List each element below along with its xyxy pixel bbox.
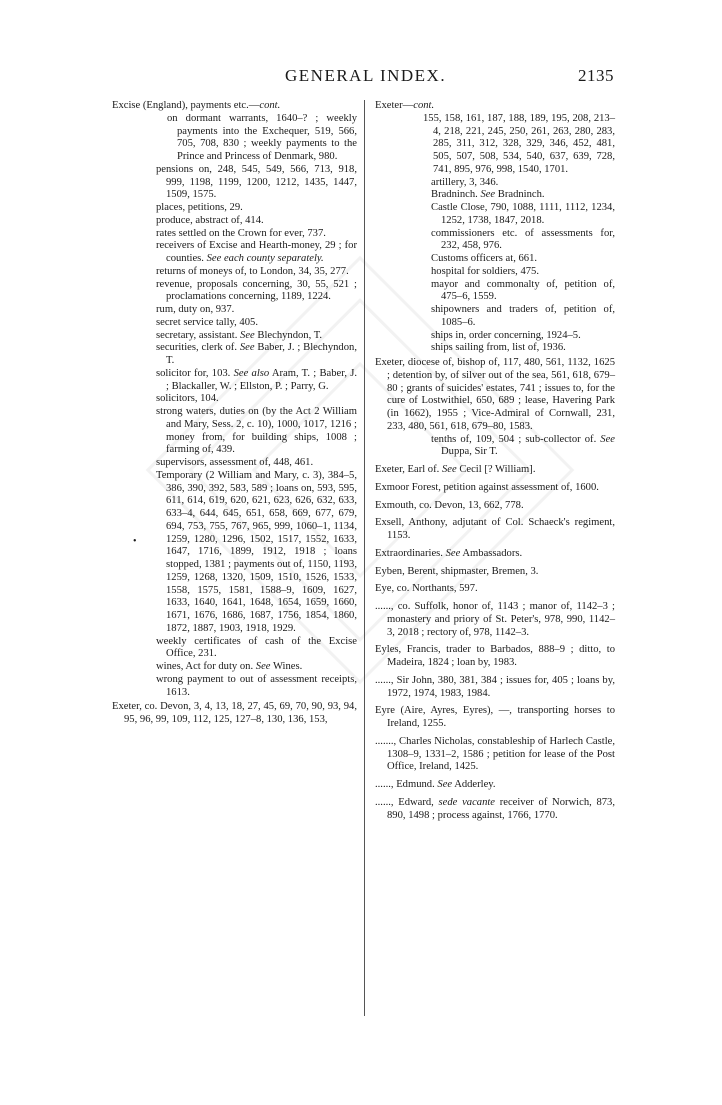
cross-reference: Blechyndon, T. — [257, 329, 323, 341]
subentry: commissioners etc. of assessments for, 232, 458, 976. — [431, 227, 615, 252]
index-entry-extraordinaries: Extraordinaries. See Ambassadors. — [375, 547, 523, 559]
cross-reference: Duppa, Sir T. — [441, 446, 498, 458]
index-entry-exeter-diocese: Exeter, diocese of, bishop of, 117, 480, 561, 1132, 1625 ; detention by, of silver out of the sea, 561, 618, 679–80 ; grants of suicides' estates, 741 ; issues to, for the cure of Lostwithiel, 650, 689 ; lease, Havering Park (in 1662), 1955 ; Vice-Admiral of Cornwall, 231, 233, 480, 561, 618, 679–80, 1583. — [375, 357, 615, 432]
subentry: Customs officers at, 661. — [431, 253, 538, 264]
index-entry-eyles-francis: Eyles, Francis, trader to Barbados, 888–9 ; ditto, to Madeira, 1824 ; loan by, 1983. — [375, 644, 615, 668]
index-entry-eyre-charles: ......., Charles Nicholas, constableship of Harlech Castle, 1308–9, 1331–2, 1586 ; petition for lease of the Post Office, Ireland, 1425. — [375, 735, 615, 773]
subentry: Temporary (2 William and Mary, c. 3), 384–5, 386, 390, 392, 583, 589 ; loans on, 593, 595, 611, 614, 619, 620, 621, 623, 626, 632, 633, 633–4, 644, 645, 651, 658, 669, 677, 679, 694, 753, 755, 767, 965, 999, 1060–1, 1134, 1259, 1280, 1296, 1502, 1517, 1552, 1633, 1647, 1716, 1899, 1912, 1918 ; loans stopped, 1381 ; payments out of, 1150, 1193, 1259, 1268, 1320, 1509, 1510, 1526, 1533, 1558, 1575, 1581, 1588–9, 1609, 1627, 1633, 1640, 1641, 1648, 1654, 1659, 1660, 1671, 1676, 1686, 1687, 1756, 1854, 1860, 1872, 1887, 1903, 1918, 1929. — [156, 469, 357, 634]
subentry: 155, 158, 161, 187, 188, 189, 195, 208, 213–4, 218, 221, 245, 250, 261, 263, 280, 283, 285, 311, 312, 328, 329, 346, 452, 481, 505, 507, 508, 534, 540, 637, 639, 728, 741, 895, 976, 998, 1540, 1701. — [423, 112, 615, 175]
index-entry-eyre: Eyre (Aire, Ayres, Eyres), —, transporting horses to Ireland, 1255. — [375, 705, 615, 729]
subentry: produce, abstract of, 414. — [156, 214, 264, 226]
running-title: GENERAL INDEX. — [285, 66, 447, 85]
index-entry-eyben: Eyben, Berent, shipmaster, Bremen, 3. — [375, 565, 539, 577]
subentry: wines, Act for duty on. See Wines. — [156, 661, 303, 672]
index-entry-exeter: Exeter, co. Devon, 3, 4, 13, 18, 27, 45, 69, 70, 90, 93, 94, 95, 96, 99, 109, 112, 125, 127–8, 130, 136, 153, — [112, 701, 357, 725]
cross-reference: Cecil [? William]. — [459, 464, 536, 475]
subentry: mayor and commonalty of, petition of, 475–6, 1559. — [431, 278, 615, 303]
cross-reference: Wines. — [272, 661, 303, 672]
subentry: places, petitions, 29. — [156, 202, 243, 213]
cross-reference: Baber, J. ; Blechyndon, T. — [166, 342, 357, 366]
left-column — [112, 100, 357, 727]
subentry: solicitors, 104. — [156, 393, 219, 405]
subentry: securities, clerk of. See Baber, J. ; Blechyndon, T. — [156, 342, 357, 366]
right-column — [375, 100, 615, 822]
index-entry-exeter-earl: Exeter, Earl of. See Cecil [? William]. — [375, 464, 536, 475]
page-number: 2135 — [578, 66, 614, 85]
index-entry-exsell: Exsell, Anthony, adjutant of Col. Schaeck's regiment, 1153. — [375, 517, 615, 541]
subentry: receivers of Excise and Hearth-money, 29 ; for counties. See each county separately. — [156, 240, 357, 264]
subentry: on dormant warrants, 1640–? ; weekly payments into the Exchequer, 519, 566, 705, 708, 830 ; weekly payments to the Prince and Princess of Denmark, 980. — [167, 112, 357, 162]
cross-reference: Aram, T. ; Baber, J. ; Blackaller, W. ; Ellston, P. ; Parry, G. — [166, 367, 357, 392]
page-header — [0, 66, 722, 90]
subentry: ships sailing from, list of, 1936. — [431, 342, 566, 354]
index-entry-exeter-cont: Exeter—cont. — [375, 100, 435, 111]
subentry: wrong payment to out of assessment receipts, 1613. — [156, 673, 357, 698]
subentry: Bradninch. See Bradninch. — [431, 189, 545, 201]
subentry: secretary, assistant. See Blechyndon, T. — [156, 329, 323, 341]
margin-dot: • — [133, 536, 137, 547]
index-entry-excise: Excise (England), payments etc.—cont. — [112, 100, 281, 111]
subentry: supervisors, assessment of, 448, 461. — [156, 457, 314, 468]
subentry: pensions on, 248, 545, 549, 566, 713, 918, 999, 1198, 1199, 1200, 1212, 1435, 1447, 1509, 1575. — [156, 163, 357, 201]
subentry: revenue, proposals concerning, 30, 55, 521 ; proclamations concerning, 1189, 1224. — [156, 278, 357, 303]
cross-reference: Ambassadors. — [462, 547, 523, 559]
index-entry-exmoor: Exmoor Forest, petition against assessment of, 1600. — [375, 481, 599, 493]
cross-reference: See each county separately. — [206, 253, 324, 264]
subentry: weekly certificates of cash of the Excise Office, 231. — [156, 635, 357, 660]
subentry: rum, duty on, 937. — [156, 304, 235, 315]
index-entry-eye-suffolk: ......, co. Suffolk, honor of, 1143 ; manor of, 1142–3 ; monastery and priory of St. Peter's, 978, 990, 1142–3, 2018 ; rectory of, 978, 1142–3. — [375, 601, 615, 638]
subentry: secret service tally, 405. — [156, 316, 258, 328]
subentry: rates settled on the Crown for ever, 737. — [156, 227, 326, 239]
subentry: Castle Close, 790, 1088, 1111, 1112, 1234, 1252, 1738, 1847, 2018. — [431, 202, 615, 226]
index-entry-eyles-john: ......, Sir John, 380, 381, 384 ; issues for, 405 ; loans by, 1972, 1974, 1983, 1984. — [375, 674, 615, 699]
index-entry-eye: Eye, co. Northants, 597. — [375, 583, 478, 595]
subentry: artillery, 3, 346. — [431, 176, 499, 188]
subentry: solicitor for, 103. See also Aram, T. ; Baber, J. ; Blackaller, W. ; Ellston, P. ; Parry, G. — [156, 367, 357, 392]
index-entry-exmouth: Exmouth, co. Devon, 13, 662, 778. — [375, 499, 524, 511]
subentry: ships in, order concerning, 1924–5. — [431, 329, 581, 341]
cross-reference: Bradninch. — [497, 189, 545, 201]
index-entry-eyre-edmund: ......, Edmund. See Adderley. — [375, 779, 496, 790]
subentry: tenths of, 109, 504 ; sub-collector of. See Duppa, Sir T. — [431, 433, 615, 458]
subentry: returns of moneys of, to London, 34, 35, 277. — [156, 265, 349, 277]
cross-reference: Adderley. — [454, 779, 496, 790]
index-entry-eyre-edward: ......, Edward, sede vacante receiver of Norwich, 873, 890, 1498 ; process against, 1766, 1770. — [375, 796, 615, 821]
subentry: hospital for soldiers, 475. — [431, 265, 539, 277]
subentry: shipowners and traders of, petition of, 1085–6. — [431, 304, 615, 328]
subentry: strong waters, duties on (by the Act 2 William and Mary, Sess. 2, c. 10), 1000, 1017, 1216 ; money from, for building ships, 1008 ; farming of, 439. — [156, 406, 357, 456]
column-divider — [364, 100, 365, 1016]
